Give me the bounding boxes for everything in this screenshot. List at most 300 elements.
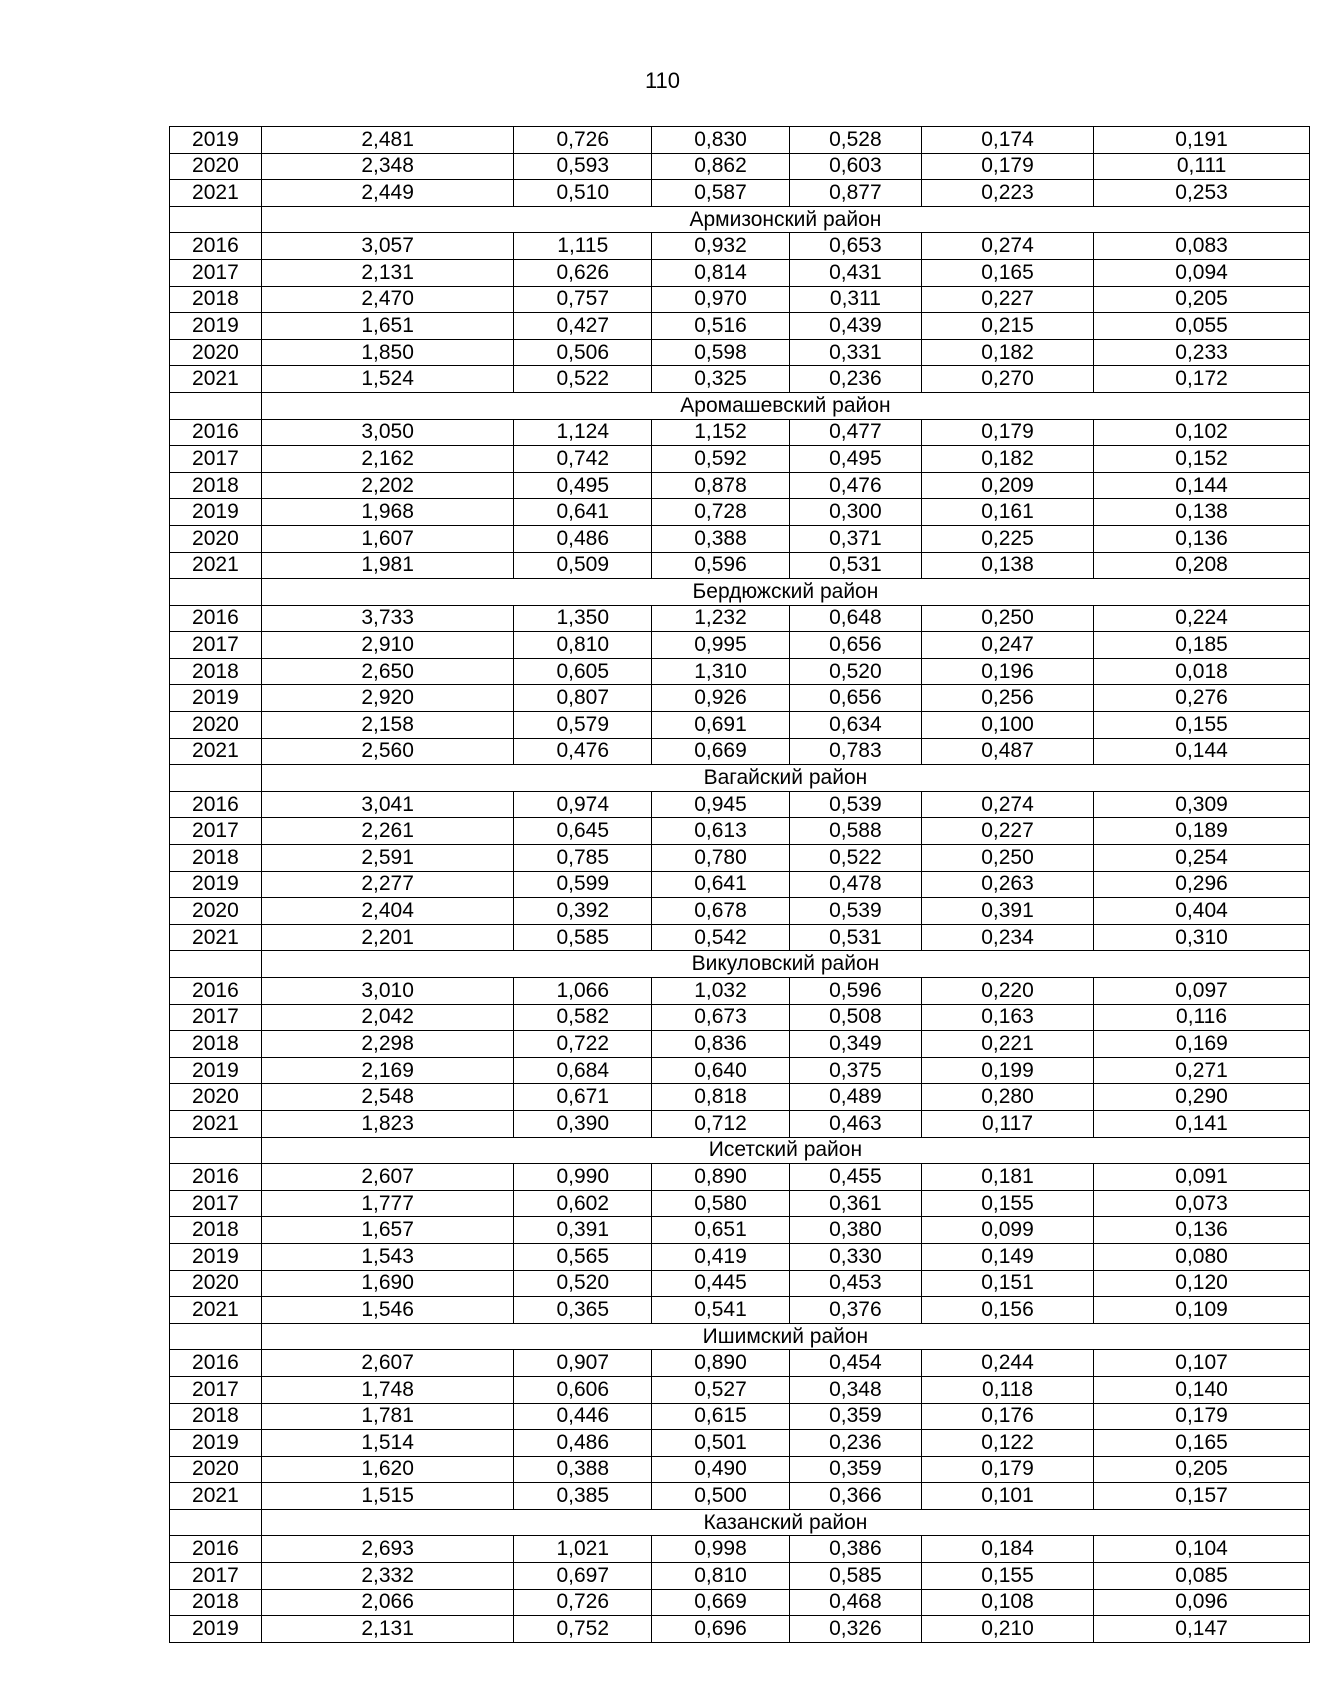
table-row <box>170 898 1310 925</box>
value-cell: 0,439 <box>789 313 921 340</box>
value-cell: 0,325 <box>652 366 790 393</box>
value-cell: 2,277 <box>261 871 514 898</box>
year-cell: 2019 <box>170 127 262 154</box>
value-cell: 0,593 <box>514 153 652 180</box>
district-header-row <box>170 1509 1310 1536</box>
value-cell: 0,147 <box>1094 1616 1310 1643</box>
value-cell: 2,920 <box>261 685 514 712</box>
value-cell: 0,138 <box>1094 499 1310 526</box>
value-cell: 0,476 <box>789 472 921 499</box>
table-row <box>170 1084 1310 1111</box>
district-header-blank-cell <box>170 1137 262 1164</box>
year-cell: 2018 <box>170 1031 262 1058</box>
value-cell: 0,606 <box>514 1376 652 1403</box>
value-cell: 0,541 <box>652 1297 790 1324</box>
district-header-blank-cell <box>170 206 262 233</box>
value-cell: 0,120 <box>1094 1270 1310 1297</box>
value-cell: 0,392 <box>514 898 652 925</box>
year-cell: 2016 <box>170 791 262 818</box>
value-cell: 2,607 <box>261 1350 514 1377</box>
value-cell: 0,184 <box>921 1536 1093 1563</box>
value-cell: 0,390 <box>514 1110 652 1137</box>
value-cell: 0,144 <box>1094 738 1310 765</box>
table-row <box>170 978 1310 1005</box>
value-cell: 0,256 <box>921 685 1093 712</box>
value-cell: 0,585 <box>789 1563 921 1590</box>
table-row <box>170 1057 1310 1084</box>
value-cell: 0,376 <box>789 1297 921 1324</box>
district-name: Бердюжский район <box>261 579 1309 606</box>
value-cell: 0,111 <box>1094 153 1310 180</box>
value-cell: 0,510 <box>514 180 652 207</box>
value-cell: 0,468 <box>789 1589 921 1616</box>
table-row <box>170 1297 1310 1324</box>
value-cell: 0,136 <box>1094 1217 1310 1244</box>
value-cell: 0,138 <box>921 552 1093 579</box>
value-cell: 2,298 <box>261 1031 514 1058</box>
value-cell: 0,539 <box>789 791 921 818</box>
value-cell: 0,945 <box>652 791 790 818</box>
table-row <box>170 1536 1310 1563</box>
value-cell: 0,752 <box>514 1616 652 1643</box>
district-header-row <box>170 951 1310 978</box>
value-cell: 0,542 <box>652 924 790 951</box>
value-cell: 0,366 <box>789 1483 921 1510</box>
value-cell: 0,520 <box>514 1270 652 1297</box>
value-cell: 0,634 <box>789 712 921 739</box>
year-cell: 2017 <box>170 1190 262 1217</box>
value-cell: 0,478 <box>789 871 921 898</box>
value-cell: 0,596 <box>789 978 921 1005</box>
value-cell: 0,388 <box>652 525 790 552</box>
value-cell: 0,656 <box>789 632 921 659</box>
value-cell: 0,669 <box>652 1589 790 1616</box>
value-cell: 0,785 <box>514 845 652 872</box>
value-cell: 0,191 <box>1094 127 1310 154</box>
value-cell: 0,247 <box>921 632 1093 659</box>
value-cell: 0,722 <box>514 1031 652 1058</box>
year-cell: 2021 <box>170 1297 262 1324</box>
value-cell: 0,156 <box>921 1297 1093 1324</box>
value-cell: 0,157 <box>1094 1483 1310 1510</box>
value-cell: 0,155 <box>1094 712 1310 739</box>
year-cell: 2020 <box>170 712 262 739</box>
value-cell: 0,974 <box>514 791 652 818</box>
value-cell: 0,463 <box>789 1110 921 1137</box>
year-cell: 2020 <box>170 898 262 925</box>
value-cell: 0,501 <box>652 1430 790 1457</box>
value-cell: 1,524 <box>261 366 514 393</box>
value-cell: 0,684 <box>514 1057 652 1084</box>
value-cell: 0,101 <box>921 1483 1093 1510</box>
value-cell: 0,476 <box>514 738 652 765</box>
value-cell: 0,651 <box>652 1217 790 1244</box>
value-cell: 0,495 <box>789 446 921 473</box>
value-cell: 3,041 <box>261 791 514 818</box>
value-cell: 0,592 <box>652 446 790 473</box>
value-cell: 1,850 <box>261 339 514 366</box>
value-cell: 0,490 <box>652 1456 790 1483</box>
value-cell: 1,620 <box>261 1456 514 1483</box>
value-cell: 0,516 <box>652 313 790 340</box>
value-cell: 0,236 <box>789 1430 921 1457</box>
value-cell: 0,331 <box>789 339 921 366</box>
district-name: Армизонский район <box>261 206 1309 233</box>
value-cell: 1,690 <box>261 1270 514 1297</box>
value-cell: 2,202 <box>261 472 514 499</box>
table-row <box>170 1403 1310 1430</box>
value-cell: 0,613 <box>652 818 790 845</box>
table-row <box>170 712 1310 739</box>
value-cell: 0,205 <box>1094 1456 1310 1483</box>
table-row <box>170 180 1310 207</box>
value-cell: 0,890 <box>652 1350 790 1377</box>
value-cell: 0,673 <box>652 1004 790 1031</box>
year-cell: 2021 <box>170 1110 262 1137</box>
value-cell: 0,588 <box>789 818 921 845</box>
value-cell: 0,080 <box>1094 1243 1310 1270</box>
value-cell: 0,223 <box>921 180 1093 207</box>
value-cell: 2,607 <box>261 1164 514 1191</box>
value-cell: 0,810 <box>652 1563 790 1590</box>
value-cell: 0,205 <box>1094 286 1310 313</box>
table-row <box>170 605 1310 632</box>
value-cell: 2,470 <box>261 286 514 313</box>
value-cell: 0,091 <box>1094 1164 1310 1191</box>
value-cell: 0,215 <box>921 313 1093 340</box>
value-cell: 0,018 <box>1094 658 1310 685</box>
value-cell: 0,995 <box>652 632 790 659</box>
table-row <box>170 233 1310 260</box>
value-cell: 2,042 <box>261 1004 514 1031</box>
value-cell: 0,099 <box>921 1217 1093 1244</box>
value-cell: 0,176 <box>921 1403 1093 1430</box>
year-cell: 2020 <box>170 1270 262 1297</box>
value-cell: 1,981 <box>261 552 514 579</box>
value-cell: 0,220 <box>921 978 1093 1005</box>
value-cell: 1,823 <box>261 1110 514 1137</box>
value-cell: 0,221 <box>921 1031 1093 1058</box>
year-cell: 2018 <box>170 286 262 313</box>
value-cell: 0,697 <box>514 1563 652 1590</box>
year-cell: 2016 <box>170 1350 262 1377</box>
year-cell: 2017 <box>170 446 262 473</box>
table-row <box>170 313 1310 340</box>
value-cell: 0,359 <box>789 1403 921 1430</box>
table-row <box>170 924 1310 951</box>
district-name: Казанский район <box>261 1509 1309 1536</box>
value-cell: 0,348 <box>789 1376 921 1403</box>
value-cell: 2,131 <box>261 1616 514 1643</box>
value-cell: 0,165 <box>1094 1430 1310 1457</box>
value-cell: 0,210 <box>921 1616 1093 1643</box>
value-cell: 0,174 <box>921 127 1093 154</box>
value-cell: 0,165 <box>921 259 1093 286</box>
value-cell: 0,486 <box>514 525 652 552</box>
value-cell: 0,522 <box>789 845 921 872</box>
table-row <box>170 1270 1310 1297</box>
district-name: Ишимский район <box>261 1323 1309 1350</box>
value-cell: 0,486 <box>514 1430 652 1457</box>
value-cell: 3,057 <box>261 233 514 260</box>
value-cell: 0,227 <box>921 286 1093 313</box>
value-cell: 0,104 <box>1094 1536 1310 1563</box>
value-cell: 0,182 <box>921 339 1093 366</box>
value-cell: 0,757 <box>514 286 652 313</box>
value-cell: 0,380 <box>789 1217 921 1244</box>
year-cell: 2019 <box>170 1057 262 1084</box>
value-cell: 0,182 <box>921 446 1093 473</box>
value-cell: 0,445 <box>652 1270 790 1297</box>
value-cell: 1,514 <box>261 1430 514 1457</box>
value-cell: 1,232 <box>652 605 790 632</box>
year-cell: 2021 <box>170 180 262 207</box>
year-cell: 2021 <box>170 924 262 951</box>
year-cell: 2021 <box>170 366 262 393</box>
value-cell: 0,141 <box>1094 1110 1310 1137</box>
value-cell: 0,641 <box>514 499 652 526</box>
value-cell: 2,693 <box>261 1536 514 1563</box>
district-header-row <box>170 1137 1310 1164</box>
value-cell: 0,271 <box>1094 1057 1310 1084</box>
table-row <box>170 1243 1310 1270</box>
value-cell: 0,641 <box>652 871 790 898</box>
value-cell: 0,055 <box>1094 313 1310 340</box>
value-cell: 0,234 <box>921 924 1093 951</box>
value-cell: 0,361 <box>789 1190 921 1217</box>
value-cell: 0,712 <box>652 1110 790 1137</box>
value-cell: 0,097 <box>1094 978 1310 1005</box>
year-cell: 2019 <box>170 685 262 712</box>
value-cell: 0,309 <box>1094 791 1310 818</box>
table-row <box>170 127 1310 154</box>
year-cell: 2018 <box>170 1217 262 1244</box>
value-cell: 0,579 <box>514 712 652 739</box>
value-cell: 0,179 <box>921 153 1093 180</box>
value-cell: 1,310 <box>652 658 790 685</box>
value-cell: 0,932 <box>652 233 790 260</box>
year-cell: 2020 <box>170 153 262 180</box>
value-cell: 0,495 <box>514 472 652 499</box>
table-row <box>170 525 1310 552</box>
value-cell: 2,591 <box>261 845 514 872</box>
value-cell: 0,626 <box>514 259 652 286</box>
value-cell: 0,780 <box>652 845 790 872</box>
value-cell: 0,640 <box>652 1057 790 1084</box>
value-cell: 0,233 <box>1094 339 1310 366</box>
value-cell: 0,144 <box>1094 472 1310 499</box>
value-cell: 0,691 <box>652 712 790 739</box>
value-cell: 2,131 <box>261 259 514 286</box>
value-cell: 0,250 <box>921 845 1093 872</box>
value-cell: 2,650 <box>261 658 514 685</box>
table-row <box>170 259 1310 286</box>
value-cell: 0,236 <box>789 366 921 393</box>
district-header-row <box>170 1323 1310 1350</box>
value-cell: 0,155 <box>921 1563 1093 1590</box>
value-cell: 0,085 <box>1094 1563 1310 1590</box>
district-header-row <box>170 765 1310 792</box>
value-cell: 0,365 <box>514 1297 652 1324</box>
table-row <box>170 366 1310 393</box>
district-header-blank-cell <box>170 392 262 419</box>
value-cell: 1,748 <box>261 1376 514 1403</box>
value-cell: 0,427 <box>514 313 652 340</box>
value-cell: 1,546 <box>261 1297 514 1324</box>
value-cell: 0,152 <box>1094 446 1310 473</box>
table-row <box>170 1004 1310 1031</box>
value-cell: 1,350 <box>514 605 652 632</box>
value-cell: 0,391 <box>514 1217 652 1244</box>
table-row <box>170 685 1310 712</box>
value-cell: 1,651 <box>261 313 514 340</box>
value-cell: 0,926 <box>652 685 790 712</box>
year-cell: 2018 <box>170 658 262 685</box>
value-cell: 0,109 <box>1094 1297 1310 1324</box>
value-cell: 0,836 <box>652 1031 790 1058</box>
year-cell: 2017 <box>170 1563 262 1590</box>
value-cell: 0,862 <box>652 153 790 180</box>
table-row <box>170 499 1310 526</box>
district-header-blank-cell <box>170 951 262 978</box>
value-cell: 0,648 <box>789 605 921 632</box>
value-cell: 2,332 <box>261 1563 514 1590</box>
value-cell: 0,280 <box>921 1084 1093 1111</box>
value-cell: 0,073 <box>1094 1190 1310 1217</box>
value-cell: 0,209 <box>921 472 1093 499</box>
table-row <box>170 153 1310 180</box>
value-cell: 0,227 <box>921 818 1093 845</box>
table-row <box>170 1350 1310 1377</box>
table-row <box>170 871 1310 898</box>
value-cell: 0,371 <box>789 525 921 552</box>
value-cell: 2,261 <box>261 818 514 845</box>
year-cell: 2018 <box>170 1403 262 1430</box>
year-cell: 2021 <box>170 1483 262 1510</box>
year-cell: 2017 <box>170 1376 262 1403</box>
value-cell: 0,196 <box>921 658 1093 685</box>
value-cell: 0,678 <box>652 898 790 925</box>
value-cell: 0,446 <box>514 1403 652 1430</box>
value-cell: 0,522 <box>514 366 652 393</box>
year-cell: 2017 <box>170 1004 262 1031</box>
value-cell: 1,777 <box>261 1190 514 1217</box>
value-cell: 0,107 <box>1094 1350 1310 1377</box>
value-cell: 0,185 <box>1094 632 1310 659</box>
year-cell: 2016 <box>170 605 262 632</box>
value-cell: 0,506 <box>514 339 652 366</box>
value-cell: 0,140 <box>1094 1376 1310 1403</box>
value-cell: 0,263 <box>921 871 1093 898</box>
value-cell: 1,607 <box>261 525 514 552</box>
value-cell: 0,225 <box>921 525 1093 552</box>
table-row <box>170 632 1310 659</box>
district-name: Аромашевский район <box>261 392 1309 419</box>
value-cell: 0,349 <box>789 1031 921 1058</box>
year-cell: 2016 <box>170 1536 262 1563</box>
value-cell: 0,531 <box>789 924 921 951</box>
year-cell: 2016 <box>170 419 262 446</box>
table-row <box>170 818 1310 845</box>
value-cell: 2,404 <box>261 898 514 925</box>
table-row <box>170 1164 1310 1191</box>
value-cell: 0,814 <box>652 259 790 286</box>
value-cell: 0,179 <box>921 419 1093 446</box>
value-cell: 0,250 <box>921 605 1093 632</box>
value-cell: 0,149 <box>921 1243 1093 1270</box>
value-cell: 0,172 <box>1094 366 1310 393</box>
value-cell: 0,585 <box>514 924 652 951</box>
value-cell: 2,481 <box>261 127 514 154</box>
year-cell: 2020 <box>170 1084 262 1111</box>
value-cell: 0,296 <box>1094 871 1310 898</box>
district-header-blank-cell <box>170 1323 262 1350</box>
value-cell: 0,118 <box>921 1376 1093 1403</box>
value-cell: 0,890 <box>652 1164 790 1191</box>
value-cell: 0,877 <box>789 180 921 207</box>
value-cell: 0,605 <box>514 658 652 685</box>
value-cell: 0,653 <box>789 233 921 260</box>
table-row <box>170 845 1310 872</box>
value-cell: 3,010 <box>261 978 514 1005</box>
year-cell: 2017 <box>170 818 262 845</box>
value-cell: 0,161 <box>921 499 1093 526</box>
year-cell: 2016 <box>170 233 262 260</box>
district-header-blank-cell <box>170 765 262 792</box>
value-cell: 1,968 <box>261 499 514 526</box>
year-cell: 2018 <box>170 472 262 499</box>
value-cell: 1,066 <box>514 978 652 1005</box>
value-cell: 0,645 <box>514 818 652 845</box>
value-cell: 0,094 <box>1094 259 1310 286</box>
value-cell: 0,136 <box>1094 525 1310 552</box>
value-cell: 0,818 <box>652 1084 790 1111</box>
table-row <box>170 286 1310 313</box>
table-row <box>170 552 1310 579</box>
value-cell: 0,669 <box>652 738 790 765</box>
value-cell: 0,208 <box>1094 552 1310 579</box>
year-cell: 2019 <box>170 1616 262 1643</box>
value-cell: 0,489 <box>789 1084 921 1111</box>
value-cell: 1,021 <box>514 1536 652 1563</box>
value-cell: 0,108 <box>921 1589 1093 1616</box>
value-cell: 0,300 <box>789 499 921 526</box>
value-cell: 2,548 <box>261 1084 514 1111</box>
value-cell: 0,311 <box>789 286 921 313</box>
district-name: Вагайский район <box>261 765 1309 792</box>
value-cell: 0,454 <box>789 1350 921 1377</box>
year-cell: 2020 <box>170 525 262 552</box>
value-cell: 1,543 <box>261 1243 514 1270</box>
value-cell: 0,500 <box>652 1483 790 1510</box>
table-row <box>170 1589 1310 1616</box>
value-cell: 0,326 <box>789 1616 921 1643</box>
value-cell: 2,162 <box>261 446 514 473</box>
value-cell: 0,531 <box>789 552 921 579</box>
table-row <box>170 1190 1310 1217</box>
value-cell: 0,359 <box>789 1456 921 1483</box>
value-cell: 3,733 <box>261 605 514 632</box>
value-cell: 0,970 <box>652 286 790 313</box>
value-cell: 1,515 <box>261 1483 514 1510</box>
value-cell: 2,201 <box>261 924 514 951</box>
year-cell: 2018 <box>170 845 262 872</box>
value-cell: 1,152 <box>652 419 790 446</box>
year-cell: 2016 <box>170 978 262 1005</box>
value-cell: 2,066 <box>261 1589 514 1616</box>
value-cell: 0,102 <box>1094 419 1310 446</box>
value-cell: 0,276 <box>1094 685 1310 712</box>
